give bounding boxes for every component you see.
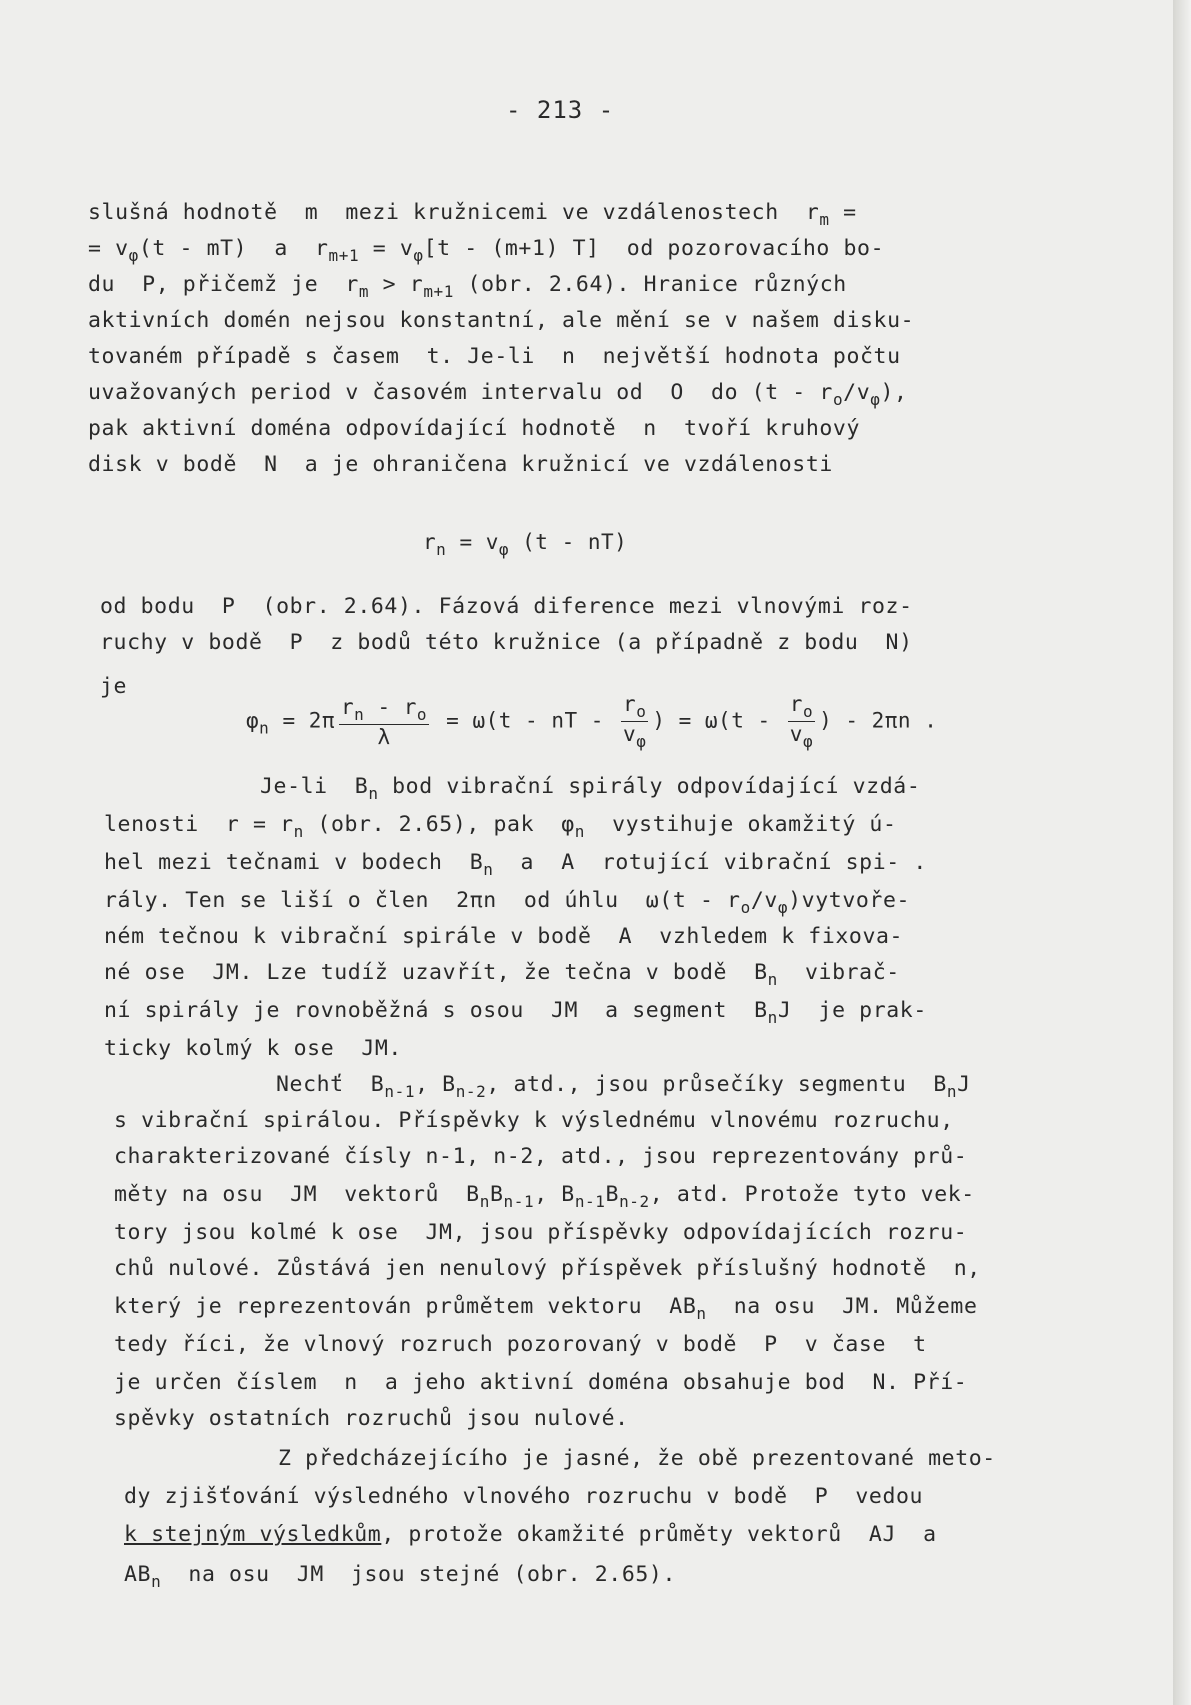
text-line-25: chů nulové. Zůstává jen nenulový příspěvek příslušný hodnotě n, xyxy=(114,1256,981,1281)
fraction-ro-vphi-1: $\frac{r_o}{v_\varphi}$ xyxy=(623,692,647,751)
text-line-14: hel mezi tečnami v bodech $B_n$ a A rotující vibrační spi- . xyxy=(104,850,927,879)
text-line-4: aktivních domén nejsou konstantní, ale mění se v našem disku- xyxy=(88,308,915,333)
underlined-phrase: k stejným výsledkům xyxy=(124,1522,382,1547)
fraction-ro-vphi-2: $\frac{r_o}{v_\varphi}$ xyxy=(789,692,814,751)
text-line-30: Z předcházejícího je jasné, že obě prezentované meto- xyxy=(278,1446,996,1471)
fraction-rn-ro-lambda: $\frac{r_n - r_o}{\lambda}$ xyxy=(341,694,428,749)
text-line-33: $AB_n$ na osu JM jsou stejné (obr. 2.65). xyxy=(124,1562,677,1591)
text-line-13: lenosti $r = r_n$ (obr. 2.65), pak $\varphi_n$ vystihuje okamžitý ú- xyxy=(104,812,897,841)
text-line-8: disk v bodě N a je ohraničena kružnicí ve vzdálenosti xyxy=(88,452,833,477)
text-line-6: uvažovaných period v časovém intervalu od O do $(t - r_o/v_\varphi)$, xyxy=(88,380,908,409)
text-line-27: tedy říci, že vlnový rozruch pozorovaný v bodě P v čase t xyxy=(114,1332,927,1357)
text-line-23: měty na osu JM vektorů $B_nB_{n-1}$, $B_{n-1}B_{n-2}$, atd. Protože tyto vek- xyxy=(114,1182,975,1211)
text-line-5: tovaném případě s časem t. Je-li n největší hodnota počtu xyxy=(88,344,901,369)
text-line-28: je určen číslem n a jeho aktivní doména obsahuje bod N. Pří- xyxy=(114,1370,968,1395)
text-line-31: dy zjišťování výsledného vlnového rozruchu v bodě P vedou xyxy=(124,1484,924,1509)
text-line-7: pak aktivní doména odpovídající hodnotě n tvoří kruhový xyxy=(88,416,861,441)
text-line-29: spěvky ostatních rozruchů jsou nulové. xyxy=(114,1406,629,1431)
text-line-17: né ose JM. Lze tudíž uzavřít, že tečna v bodě $B_n$ vibrač- xyxy=(104,960,900,989)
text-line-20: Nechť $B_{n-1}$, $B_{n-2}$, atd., jsou průsečíky segmentu $B_nJ$ xyxy=(276,1072,971,1101)
text-line-32: k stejným výsledkům, protože okamžité průměty vektorů AJ a xyxy=(124,1522,937,1547)
equation-phi-n: $\varphi_n = 2\pi$ $\frac{r_n - r_o}{\lambda}$ = ω(t - nT - $\frac{r_o}{v_\varphi}$ ) = ω(t - $\frac{r_o}{v_\varphi}$ ) - 2πn . xyxy=(246,692,938,751)
text-line-12: Je-li $B_n$ bod vibrační spirály odpovídající vzdá- xyxy=(260,774,921,803)
text-line-15: rály. Ten se liší o člen 2πn od úhlu $\omega(t - r_o/v_\varphi)vytvoře-$ xyxy=(104,888,911,917)
text-line-24: tory jsou kolmé k ose JM, jsou příspěvky odpovídajících rozru- xyxy=(114,1220,968,1245)
equation-rn: $r_n = v_\varphi$ (t - nT) xyxy=(423,530,628,559)
page-edge xyxy=(1173,0,1191,1705)
text-line-16: ném tečnou k vibrační spirále v bodě A vzhledem k fixova- xyxy=(104,924,904,949)
text-line-9: od bodu P (obr. 2.64). Fázová diference mezi vlnovými roz- xyxy=(100,594,913,619)
text-line-26: který je reprezentován průmětem vektoru $AB_n$ na osu JM. Můžeme xyxy=(114,1294,978,1323)
text-line-18: ní spirály je rovnoběžná s osou JM a segment $B_nJ$ je prak- xyxy=(104,998,927,1027)
text-line-3: du P, přičemž je $r_m > r_{m+1}$ (obr. 2.64). Hranice různých xyxy=(88,272,847,301)
text-line-22: charakterizované čísly n-1, n-2, atd., jsou reprezentovány prů- xyxy=(114,1144,968,1169)
text-line-21: s vibrační spirálou. Příspěvky k výslednému vlnovému rozruchu, xyxy=(114,1108,954,1133)
text-line-11: je xyxy=(100,674,128,699)
text-line-2: = $v_\varphi(t - mT)$ a $r_{m+1} = v_\varphi[t - (m+1)$ T] od pozorovacího bo- xyxy=(88,236,885,265)
text-line-19: ticky kolmý k ose JM. xyxy=(104,1036,402,1061)
text-line-10: ruchy v bodě P z bodů této kružnice (a případně z bodu N) xyxy=(100,630,913,655)
text-line-1: slušná hodnotě m mezi kružnicemi ve vzdálenostech $r_m$ = xyxy=(88,200,857,229)
page-number: - 213 - xyxy=(506,96,615,124)
